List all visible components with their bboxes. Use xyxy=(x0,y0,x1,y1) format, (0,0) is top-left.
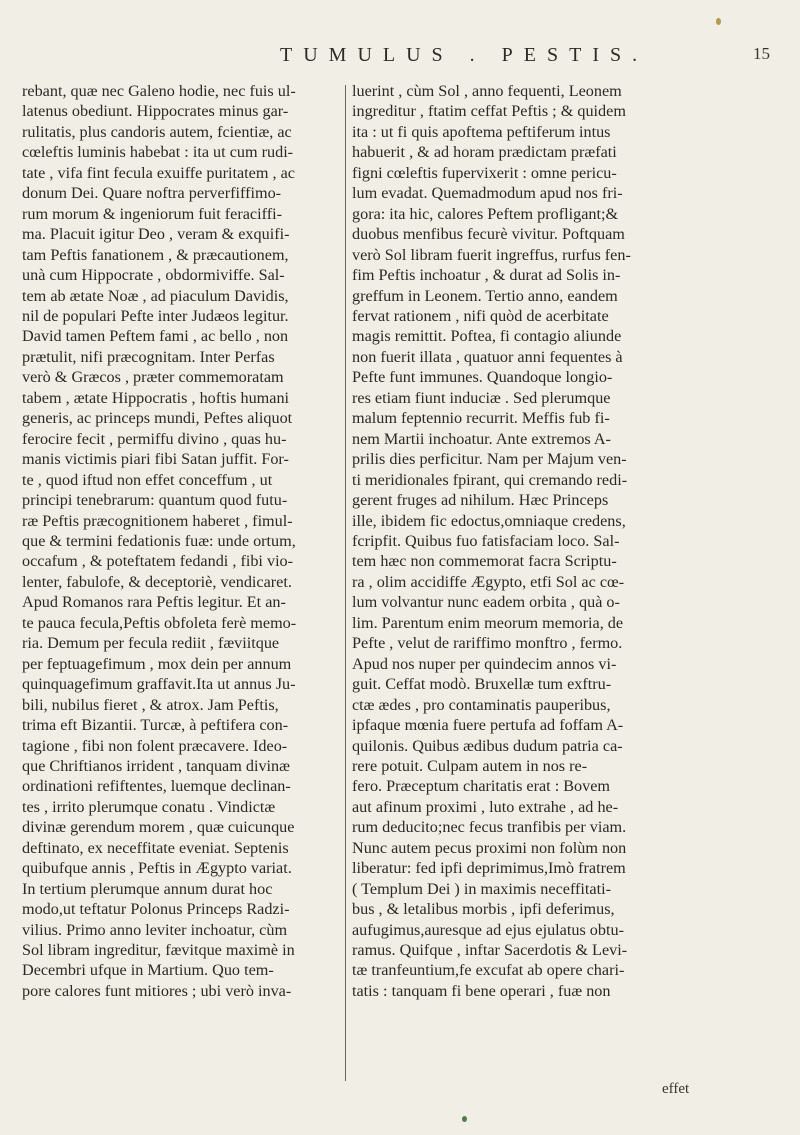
left-column-line: tagione , fibi non folent præcavere. Ideo- xyxy=(22,736,288,755)
left-text-column xyxy=(22,81,350,1001)
right-column-line: fim Peftis inchoatur , & durat ad Solis in- xyxy=(352,266,621,285)
left-column-line: David tamen Peftem fami , ac bello , non xyxy=(22,327,289,346)
right-column-line: habuerit , & ad horam prædictam præfati xyxy=(352,143,617,162)
right-column-line: ti meridionales fpirant, qui cremando redi- xyxy=(352,470,628,489)
right-column-line: nem Martii inchoatur. Ante extremos A- xyxy=(352,429,611,448)
right-column-line: ( Templum Dei ) in maximis neceffitati- xyxy=(352,879,611,898)
right-column-line: lum evadat. Quemadmodum apud nos fri- xyxy=(352,184,623,203)
right-column-line: fervat rationem , nifi quòd de acerbitate xyxy=(352,306,609,325)
right-column-line: gerent fruges ad nihilum. Hæc Princeps xyxy=(352,491,609,510)
left-column-line: verò & Græcos , præter commemoratam xyxy=(22,368,284,387)
left-column-line: generis, ac princeps mundi, Peftes aliquot xyxy=(22,409,293,428)
left-column-line: latenus obediunt. Hippocrates minus gar- xyxy=(22,102,289,121)
right-column-line: figni cœleftis fupervixerit : omne pericu- xyxy=(352,163,617,182)
left-column-line: quinquagefimum graffavit.Ita ut annus Ju- xyxy=(22,675,296,694)
left-column-line: que & termini fedationis fuæ: unde ortum, xyxy=(22,531,296,550)
right-column-line: tatis : tanquam fi bene operari , fuæ non xyxy=(352,981,611,1000)
left-column-line: rebant, quæ nec Galeno hodie, nec fuis ul- xyxy=(22,82,296,100)
left-column-line: te , quod iftud non effet conceffum , ut xyxy=(22,470,273,489)
left-column-line: rum morum & ingeniorum fuit feraciffi- xyxy=(22,204,282,223)
right-column-line: Pefte , velut de rariffimo monftro , fermo. xyxy=(352,634,623,653)
left-column-line: vilius. Primo anno leviter inchoatur, cùm xyxy=(22,920,288,939)
left-column-line: pore calores funt mitiores ; ubi verò inva- xyxy=(22,981,292,1000)
left-column-line: per feptuagefimum , mox dein per annum xyxy=(22,654,292,673)
right-column-line: ctæ ædes , pro contaminatis pauperibus, xyxy=(352,695,611,714)
left-column-line: quibufque annis , Peftis in Ægypto variat. xyxy=(22,859,292,878)
right-column-line: lum volvantur nunc eadem orbita , quà o- xyxy=(352,593,620,612)
right-column-line: ra , olim accidiffe Ægypto, etfi Sol ac cœ- xyxy=(352,572,625,591)
left-column-line: que Chriftianos irrident , tanquam divinæ xyxy=(22,756,290,775)
right-column-line: liberatur: fed ipfi deprimimus,Imò fratrem xyxy=(352,859,626,878)
right-column-line: Nunc autem pecus proximi non folùm non xyxy=(352,838,627,857)
right-column-line: aut afinum proximi , luto extrahe , ad he- xyxy=(352,797,619,816)
right-column-line: non fuerit illata , quatuor anni fequentes à xyxy=(352,347,623,366)
left-column-line: donum Dei. Quare noftra perverfiffimo- xyxy=(22,184,282,203)
catchword: effet xyxy=(662,1081,690,1097)
right-column-line: prilis dies perficitur. Nam per Majum ven- xyxy=(352,450,627,469)
right-column-line: ita : ut fi quis apoftema peftiferum intus xyxy=(352,122,611,141)
right-column-line: duobus menfibus fecurè vivitur. Poftquam xyxy=(352,225,625,244)
left-column-line: ria. Demum per fecula rediit , fæviitque xyxy=(22,634,280,653)
left-column-line: te pauca fecula,Peftis obfoleta ferè memo- xyxy=(22,613,297,632)
left-column-line: occafum , & poteftatem fedandi , fibi vio- xyxy=(22,552,294,571)
left-column-line: ræ Peftis præcognitionem haberet , fimul- xyxy=(22,511,293,530)
right-column-line: bus , & letalibus morbis , ipfi deferimus, xyxy=(352,900,615,919)
right-column-line: gora: ita hic, calores Peftem profligant;& xyxy=(352,204,619,223)
right-column-line: tæ tranfeuntium,fe excufat ab opere chari- xyxy=(352,961,625,980)
left-column-line: ma. Placuit igitur Deo , veram & exquifi- xyxy=(22,225,290,244)
right-text-column xyxy=(352,81,692,1001)
left-column-line: manis victimis piari fibi Satan juffit. For- xyxy=(22,450,289,469)
running-title: TUMULUS . PESTIS. xyxy=(280,44,649,66)
left-column-line: divinæ gerendum morem , quæ cuicunque xyxy=(22,818,295,837)
right-column-line: aufugimus,auresque ad ejus ejulatus obtu- xyxy=(352,920,624,939)
right-column-line: Pefte funt immunes. Quandoque longio- xyxy=(352,368,613,387)
right-column-line: ille, ibidem fic edoctus,omniaque credens, xyxy=(352,511,626,530)
left-column-line: unà cum Hippocrate , obdormiviffe. Sal- xyxy=(22,266,285,285)
left-column-line: cœleftis luminis habebat : ita ut cum rudi- xyxy=(22,143,294,162)
left-column-line: lenter, fabulofe, & deceptoriè, vendicaret. xyxy=(22,572,292,591)
left-column-line: deftinato, ex neceffitate eveniat. Septenis xyxy=(22,838,289,857)
right-column-line: tem hæc non commemorat facra Scriptu- xyxy=(352,552,617,571)
left-column-line: tate , vifa fint fecula exuiffe puritatem , ac xyxy=(22,163,295,182)
right-column-line: magis remittit. Poftea, fi contagio aliunde xyxy=(352,327,622,346)
right-column-line: ipfaque mœnia fuere pertufa ad foffam A- xyxy=(352,716,624,735)
left-column-line: ferocire fecit , permiffu divino , quas hu- xyxy=(22,429,287,448)
paper-spot xyxy=(462,1116,467,1122)
left-column-line: modo,ut teftatur Polonus Princeps Radzi- xyxy=(22,900,290,919)
right-column-line: ingreditur , ftatim ceffat Peftis ; & quidem xyxy=(352,102,626,121)
column-divider xyxy=(345,85,346,1081)
right-column-line: fcripfit. Quibus fuo fatisfaciam loco. Sal- xyxy=(352,531,620,550)
left-column-line: bili, nubilus fieret , & atrox. Jam Peftis, xyxy=(22,695,279,714)
right-column-line: ramus. Quifque , inftar Sacerdotis & Levi- xyxy=(352,941,628,960)
right-column-line: luerint , cùm Sol , anno fequenti, Leonem xyxy=(352,82,622,100)
left-column-line: tabem , ætate Hippocratis , hoftis humani xyxy=(22,388,290,407)
left-column-line: tes , irrito plerumque conatu . Vindictæ xyxy=(22,797,276,816)
left-column-line: prætulit, nifi præcognitam. Inter Perfas xyxy=(22,347,275,366)
right-column-line: quilonis. Quibus ædibus dudum patria ca- xyxy=(352,736,623,755)
left-column-line: tam Peftis fanationem , & præcautionem, xyxy=(22,245,289,264)
right-column-line: guit. Ceffat modò. Bruxellæ tum exftru- xyxy=(352,675,612,694)
right-column-line: rere potuit. Culpam autem in nos re- xyxy=(352,756,588,775)
left-column-line: trima eft Bizantii. Turcæ, à peftifera con- xyxy=(22,716,289,735)
left-column-line: In tertium plerumque annum durat hoc xyxy=(22,879,273,898)
left-column-line: tem ab ætate Noæ , ad piaculum Davidis, xyxy=(22,286,289,305)
right-column-line: malum feptennio recurrit. Meffis fub fi- xyxy=(352,409,610,428)
right-column-line: rum deducito;nec fecus tranfibis per viam. xyxy=(352,818,627,837)
left-column-line: Decembri ufque in Martium. Quo tem- xyxy=(22,961,274,980)
left-column-line: Sol libram ingreditur, fævitque maximè in xyxy=(22,941,295,960)
left-column-line: rulitatis, plus candoris autem, fcientiæ, ac xyxy=(22,122,292,141)
paper-spot xyxy=(716,18,721,25)
right-column-line: lim. Parentum enim meorum memoria, de xyxy=(352,613,624,632)
right-column-line: verò Sol libram fuerit ingreffus, rurfus fen- xyxy=(352,245,631,264)
left-column-line: ordinationi refiftentes, luemque declinan- xyxy=(22,777,291,796)
left-column-line: principi tenebrarum: quantum quod futu- xyxy=(22,491,288,510)
right-column-line: fero. Præceptum charitatis erat : Bovem xyxy=(352,777,611,796)
left-column-line: Apud Romanos rara Peftis legitur. Et an- xyxy=(22,593,286,612)
right-column-line: Apud nos nuper per quindecim annos vi- xyxy=(352,654,617,673)
right-column-line: res etiam fiunt induciæ . Sed plerumque xyxy=(352,388,611,407)
left-column-line: nil de populari Pefte inter Judæos legitur. xyxy=(22,306,289,325)
page-number: 15 xyxy=(753,44,770,63)
right-column-line: greffum in Leonem. Tertio anno, eandem xyxy=(352,286,618,305)
